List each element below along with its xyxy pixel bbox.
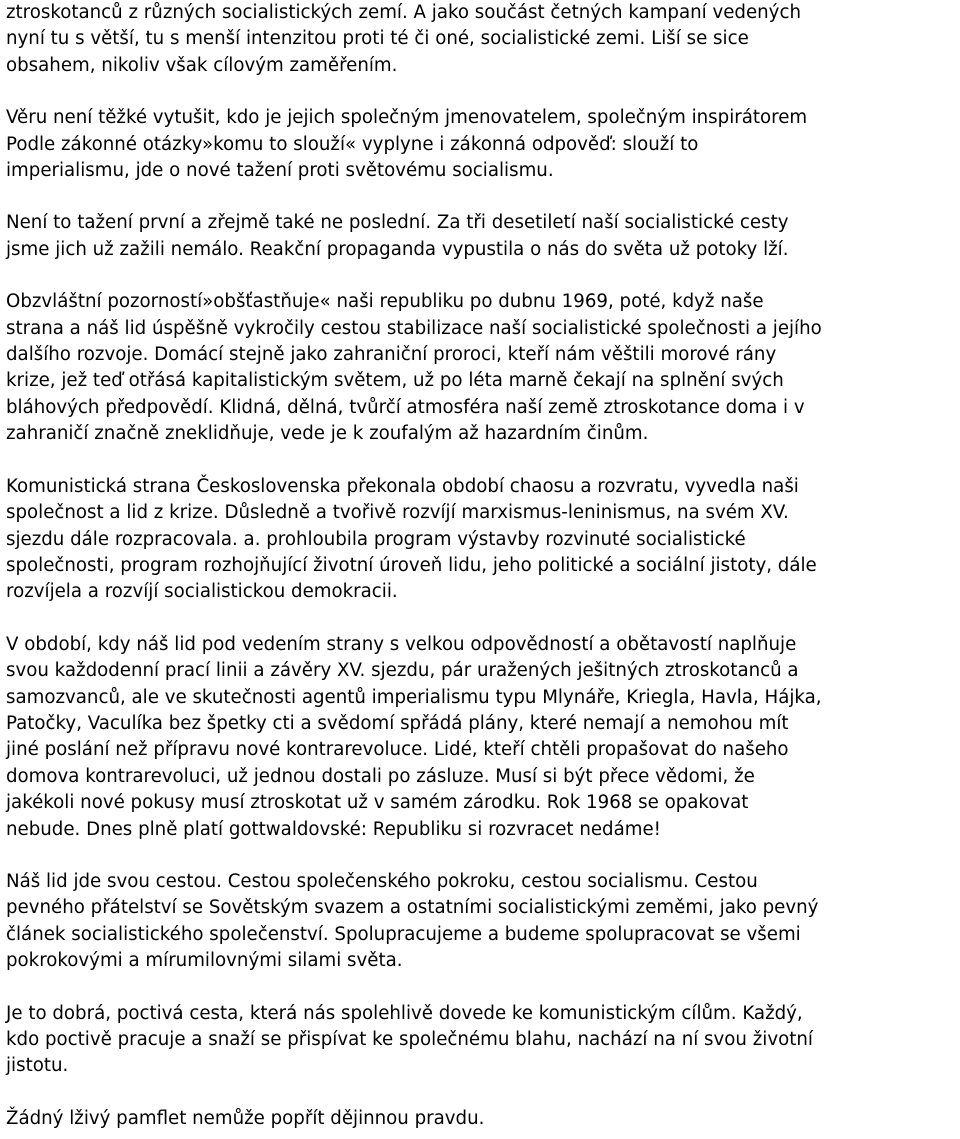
text-line: Komunistická strana Československa překonala období chaosu a rozvratu, vyvedla naši	[6, 475, 799, 497]
document-page	[6, 0, 956, 1132]
text-line: Není to tažení první a zřejmě také ne poslední. Za tři desetiletí naší socialistické cesty	[6, 212, 789, 234]
text-line: společnost a lid z krize. Důsledně a tvořivě rozvíjí marxismus-leninismus, na svém XV.	[6, 502, 789, 524]
text-line: strana a náš lid úspěšně vykročily cestou stabilizace naší socialistické společnosti a jejího	[6, 317, 822, 339]
text-line: Je to dobrá, poctivá cesta, která nás spolehlivě dovede ke komunistickým cílům. Každý,	[6, 1002, 803, 1024]
text-line: rozvíjela a rozvíjí socialistickou demokracii.	[6, 581, 398, 603]
text-line: Obzvláštní pozorností»obšťastňuje« naši republiku po dubnu 1969, poté, když naše	[6, 291, 764, 313]
text-line: jistotu.	[6, 1055, 69, 1077]
paragraph	[6, 1106, 956, 1132]
text-line: domova kontrarevoluci, už jednou dostali po zásluze. Musí si být přece vědomi, že	[6, 765, 755, 787]
paragraph	[6, 105, 956, 184]
paragraph	[6, 1001, 956, 1080]
text-line: Patočky, Vaculíka bez špetky cti a svědomí spřádá plány, které nemají a nemohou mít	[6, 712, 789, 734]
text-line: pokrokovými a mírumilovnými silami světa.	[6, 950, 403, 972]
text-line: jiné poslání než přípravu nové kontrarevoluce. Lidé, kteří chtěli propašovat do našeho	[6, 739, 789, 761]
text-line: jsme jich už zažili nemálo. Reakční propaganda vypustila o nás do světa už potoky lží.	[6, 238, 789, 260]
text-line: zahraničí značně zneklidňuje, vede je k zoufalým až hazardním činům.	[6, 423, 649, 445]
text-line: bláhových předpovědí. Klidná, dělná, tvůrčí atmosféra naší země ztroskotance doma i v	[6, 396, 805, 418]
paragraph	[6, 210, 956, 263]
text-line: kdo poctivě pracuje a snaží se přispívat ke společnému blahu, nachází na ní svou životní	[6, 1029, 813, 1050]
text-line: obsahem, nikoliv však cílovým zaměřením.	[6, 54, 398, 76]
text-line: Věru není těžké vytušit, kdo je jejich společným jmenovatelem, společným inspirátorem	[6, 107, 808, 129]
text-line: samozvanců, ale ve skutečnosti agentů imperialismu typu Mlynáře, Kriegla, Havla, Hájka,	[6, 686, 822, 708]
text-line: nyní tu s větší, tu s menší intenzitou proti té či oné, socialistické zemi. Liší se sice	[6, 28, 749, 50]
text-line: V období, kdy náš lid pod vedením strany s velkou odpovědností a obětavostí naplňuje	[6, 633, 797, 655]
text-line: nebude. Dnes plně platí gottwaldovské: Republiku si rozvracet nedáme!	[6, 818, 661, 840]
text-line: Žádný lživý pamflet nemůže popřít dějinnou pravdu.	[6, 1107, 485, 1129]
text-line: sjezdu dále rozpracovala. a. prohloubila program výstavby rozvinuté socialistické	[6, 528, 746, 550]
text-line: svou každodenní prací linii a závěry XV. sjezdu, pár uražených ješitných ztroskotanců a	[6, 660, 799, 682]
text-line: článek socialistického společenství. Spolupracujeme a budeme spolupracovat se všemi	[6, 923, 801, 945]
text-line: dalšího rozvoje. Domácí stejně jako zahraniční proroci, kteří nám věštili morové rány	[6, 344, 777, 366]
paragraph	[6, 632, 956, 843]
text-line: krize, jež teď otřásá kapitalistickým světem, už po léta marně čekají na splnění svých	[6, 370, 784, 392]
text-line: jakékoli nové pokusy musí ztroskotat už v samém zárodku. Rok 1968 se opakovat	[6, 792, 749, 814]
text-line: imperialismu, jde o nové tažení proti světovému socialismu.	[6, 160, 554, 182]
text-line: ztroskotanců z různých socialistických zemí. A jako součást četných kampaní vedených	[6, 2, 801, 23]
paragraph	[6, 0, 956, 79]
text-line: společnosti, program rozhojňující životní úroveň lidu, jeho politické a sociální jistoty, dále	[6, 554, 817, 576]
paragraph	[6, 474, 956, 606]
text-line: Náš lid jde svou cestou. Cestou společenského pokroku, cestou socialismu. Cestou	[6, 870, 758, 892]
paragraph	[6, 289, 956, 447]
paragraph	[6, 869, 956, 975]
text-line: pevného přátelství se Sovětským svazem a ostatními socialistickými zeměmi, jako pevný	[6, 897, 819, 919]
text-line: Podle zákonné otázky»komu to slouží« vyplyne i zákonná odpověď: slouží to	[6, 133, 699, 155]
